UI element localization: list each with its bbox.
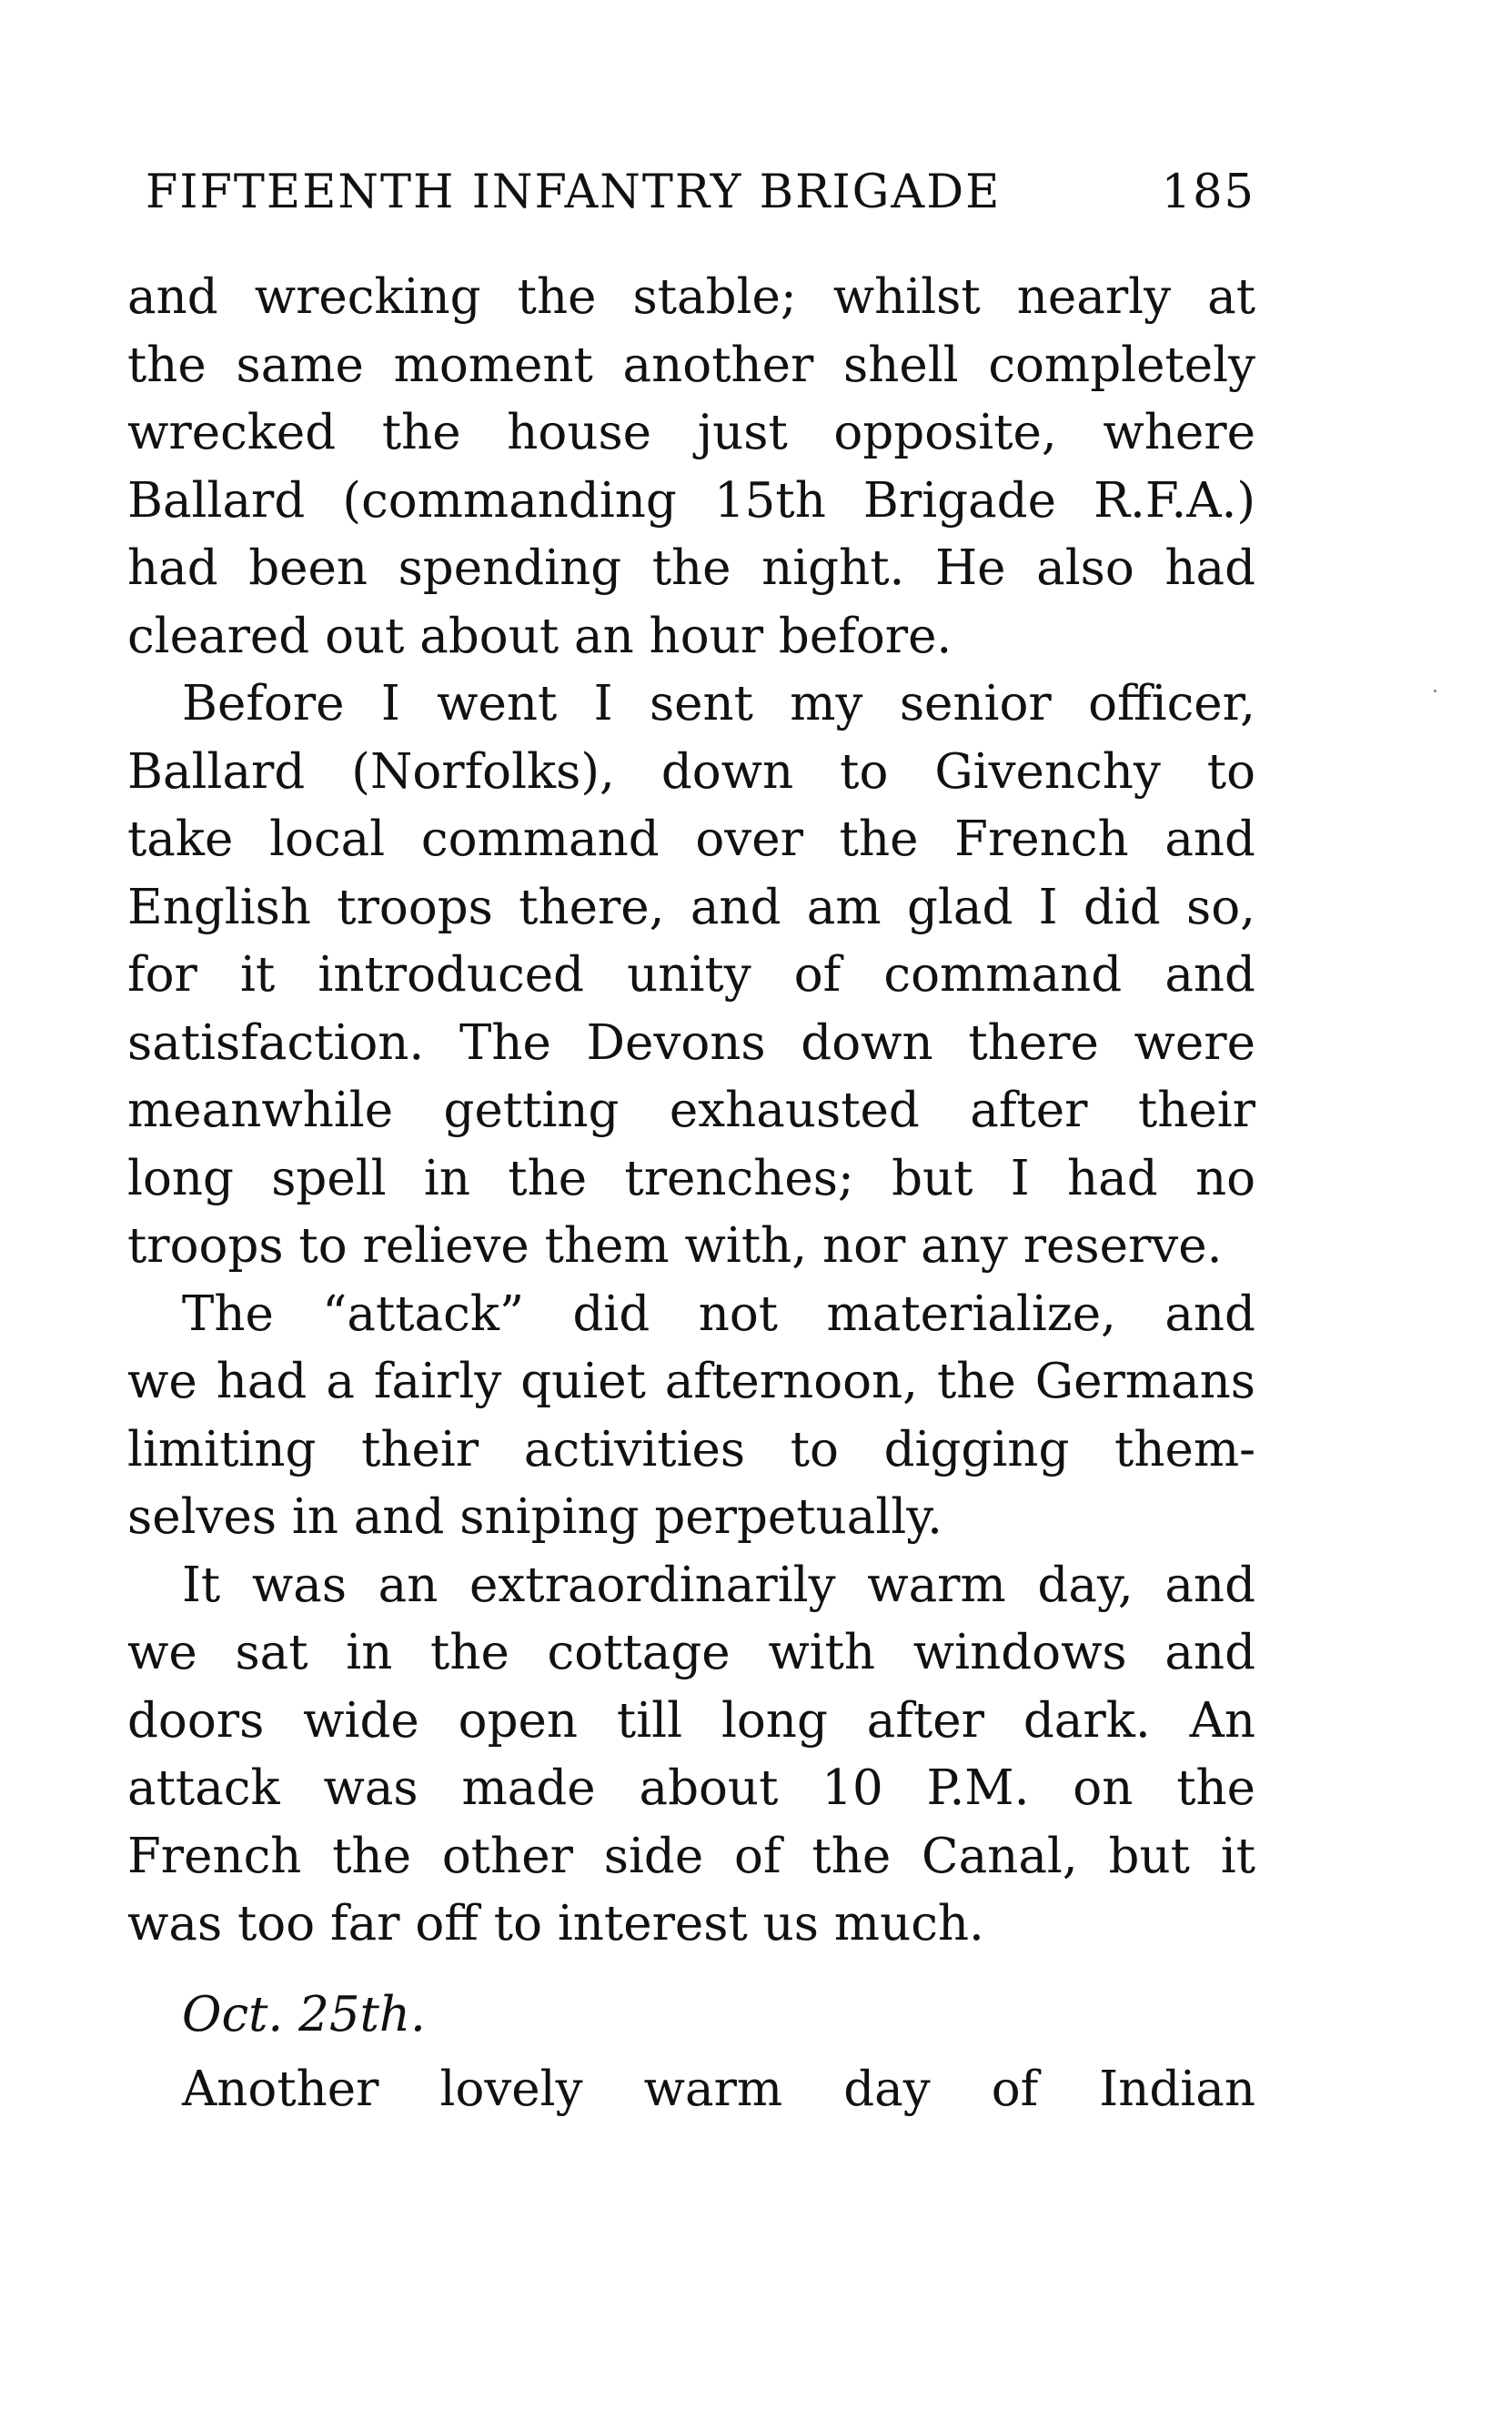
running-head [146,156,1255,229]
text-line: selves in and sniping perpetually. [127,1489,942,1545]
diary-dateline: Oct. 25th. [182,1987,426,2042]
text-line: Another lovely warm day of Indian [182,2062,1255,2117]
paragraph-3 [127,1281,1255,1552]
text-line: take local command over the French and [127,812,1255,867]
text-line: French the other side of the Canal, but it [127,1828,1255,1884]
text-line: limiting their activities to digging them- [127,1421,1255,1477]
paragraph-2 [127,671,1255,1281]
body-text [127,264,1255,1959]
text-line: English troops there, and am glad I did so, [127,879,1255,935]
paragraph-4 [127,1552,1255,1959]
text-line: troops to relieve them with, nor any reserve. [127,1218,1223,1274]
text-line: and wrecking the stable; whilst nearly at [127,269,1255,325]
text-line: satisfaction. The Devons down there were [127,1014,1255,1071]
text-line: It was an extraordinarily warm day, and [182,1557,1255,1613]
text-line: had been spending the night. He also had [127,540,1255,596]
text-line: attack was made about 10 P.M. on the [127,1760,1255,1816]
text-line: cleared out about an hour before. [127,608,953,664]
text-line: The “attack” did not materialize, and [182,1286,1255,1342]
text-line: Ballard (Norfolks), down to Givenchy to [127,743,1255,800]
paragraph-1 [127,264,1255,671]
text-line: for it introduced unity of command and [127,947,1255,1003]
text-line: doors wide open till long after dark. An [127,1692,1255,1749]
text-line: meanwhile getting exhausted after their [127,1083,1255,1138]
text-line: was too far off to interest us much. [127,1896,984,1951]
text-line: long spell in the trenches; but I had no [127,1150,1255,1206]
text-line: Ballard (commanding 15th Brigade R.F.A.) [127,472,1255,529]
scan-speck [1434,690,1436,692]
book-page [127,0,1255,2430]
text-line: we had a fairly quiet afternoon, the Germans [127,1354,1255,1409]
text-line: we sat in the cottage with windows and [127,1625,1255,1680]
text-line: wrecked the house just opposite, where [127,405,1255,460]
page-number: 185 [1161,166,1255,219]
running-head-title: FIFTEENTH INFANTRY BRIGADE [146,166,1002,219]
text-line: Before I went I sent my senior officer, [182,676,1255,731]
text-line: the same moment another shell completely [127,337,1255,393]
